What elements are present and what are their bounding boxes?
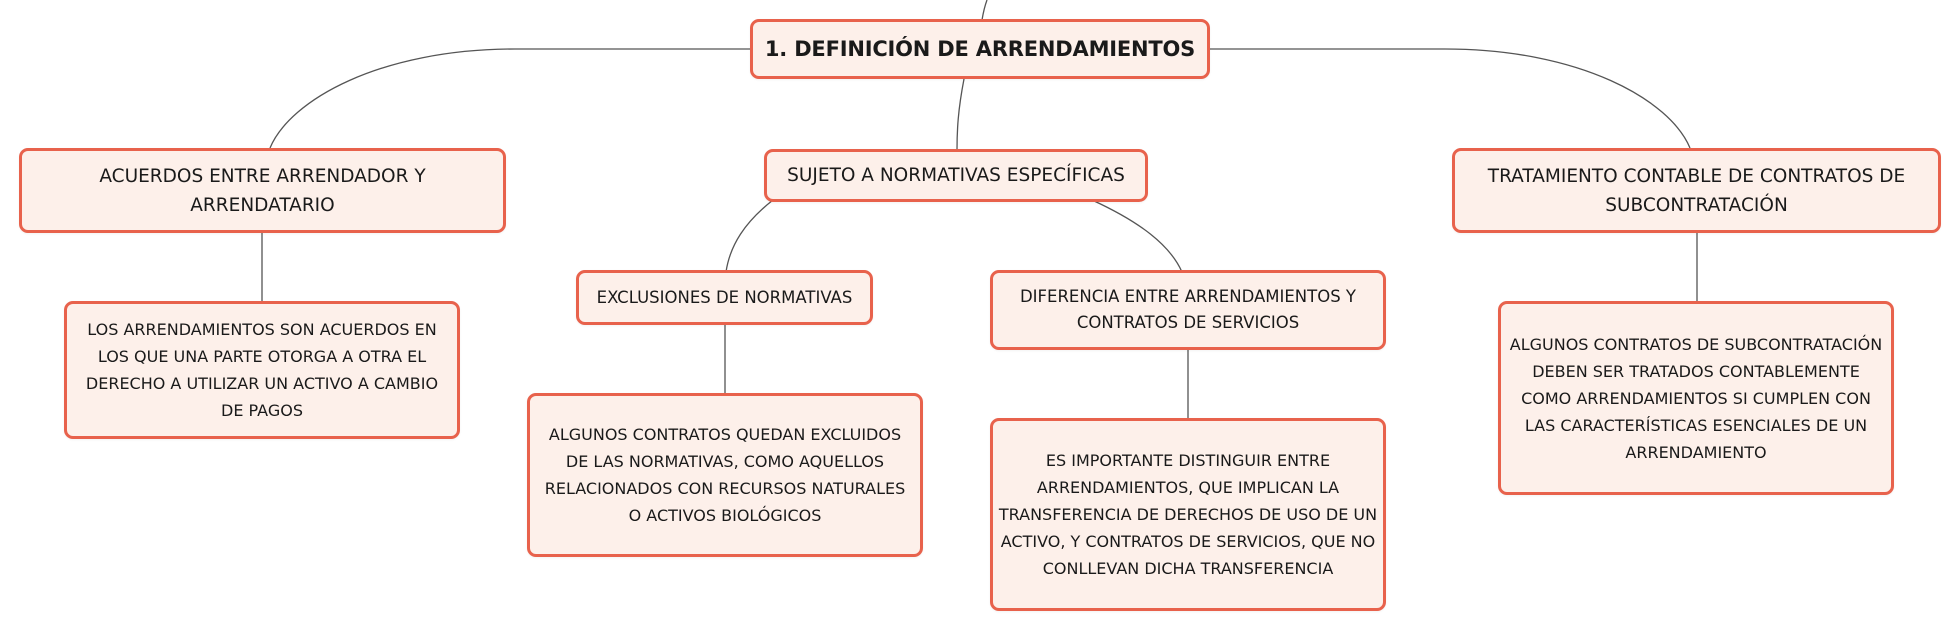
detail-difference[interactable] [990,418,1386,611]
detail-exclusions-text: ALGUNOS CONTRATOS QUEDAN EXCLUIDOS DE LAS NORMATIVAS, COMO AQUELLOS RELACIONADOS CON RECURSOS NATURALES O ACTIVOS BIOLÓGICOS [544,425,906,525]
topic-agreements[interactable] [19,148,506,233]
topic-accounting-label: TRATAMIENTO CONTABLE DE CONTRATOS DE SUBCONTRATACIÓN [1487,165,1906,216]
detail-agreements[interactable] [64,301,460,439]
connector-root-to-regulations [957,79,964,150]
topic-exclusions-label: EXCLUSIONES DE NORMATIVAS [596,287,853,307]
connector-root-to-accounting [1208,49,1690,148]
detail-accounting[interactable] [1498,301,1894,495]
connector-root-to-agreements [270,49,752,148]
topic-accounting[interactable] [1452,148,1941,233]
connector-regulations-to-difference [1092,200,1182,272]
connector-parent-to-root [982,0,987,20]
detail-exclusions[interactable] [527,393,923,557]
connector-regulations-to-exclusions [726,200,773,272]
detail-difference-text: ES IMPORTANTE DISTINGUIR ENTRE ARRENDAMIENTOS, QUE IMPLICAN LA TRANSFERENCIA DE DERECHOS DE USO DE UN ACTIVO, Y CONTRATOS DE SERVICIOS, QUE NO CONLLEVAN DICHA TRANSFERENCIA [998,451,1378,578]
detail-accounting-text: ALGUNOS CONTRATOS DE SUBCONTRATACIÓN DEBEN SER TRATADOS CONTABLEMENTE COMO ARRENDAMIENTOS SI CUMPLEN CON LAS CARACTERÍSTICAS ESENCIALES DE UN ARRENDAMIENTO [1509,334,1883,462]
topic-regulations-label: SUJETO A NORMATIVAS ESPECÍFICAS [787,165,1125,186]
topic-exclusions[interactable] [576,270,873,325]
root-topic[interactable] [750,19,1210,79]
detail-agreements-text: LOS ARRENDAMIENTOS SON ACUERDOS EN LOS QUE UNA PARTE OTORGA A OTRA EL DERECHO A UTILIZAR UN ACTIVO A CAMBIO DE PAGOS [85,320,439,420]
root-topic-label: 1. DEFINICIÓN DE ARRENDAMIENTOS [764,37,1196,61]
topic-difference[interactable] [990,270,1386,350]
topic-difference-label: DIFERENCIA ENTRE ARRENDAMIENTOS Y CONTRATOS DE SERVICIOS [1019,287,1357,332]
topic-agreements-label: ACUERDOS ENTRE ARRENDADOR Y ARRENDATARIO [99,165,426,216]
topic-regulations[interactable] [764,149,1148,202]
